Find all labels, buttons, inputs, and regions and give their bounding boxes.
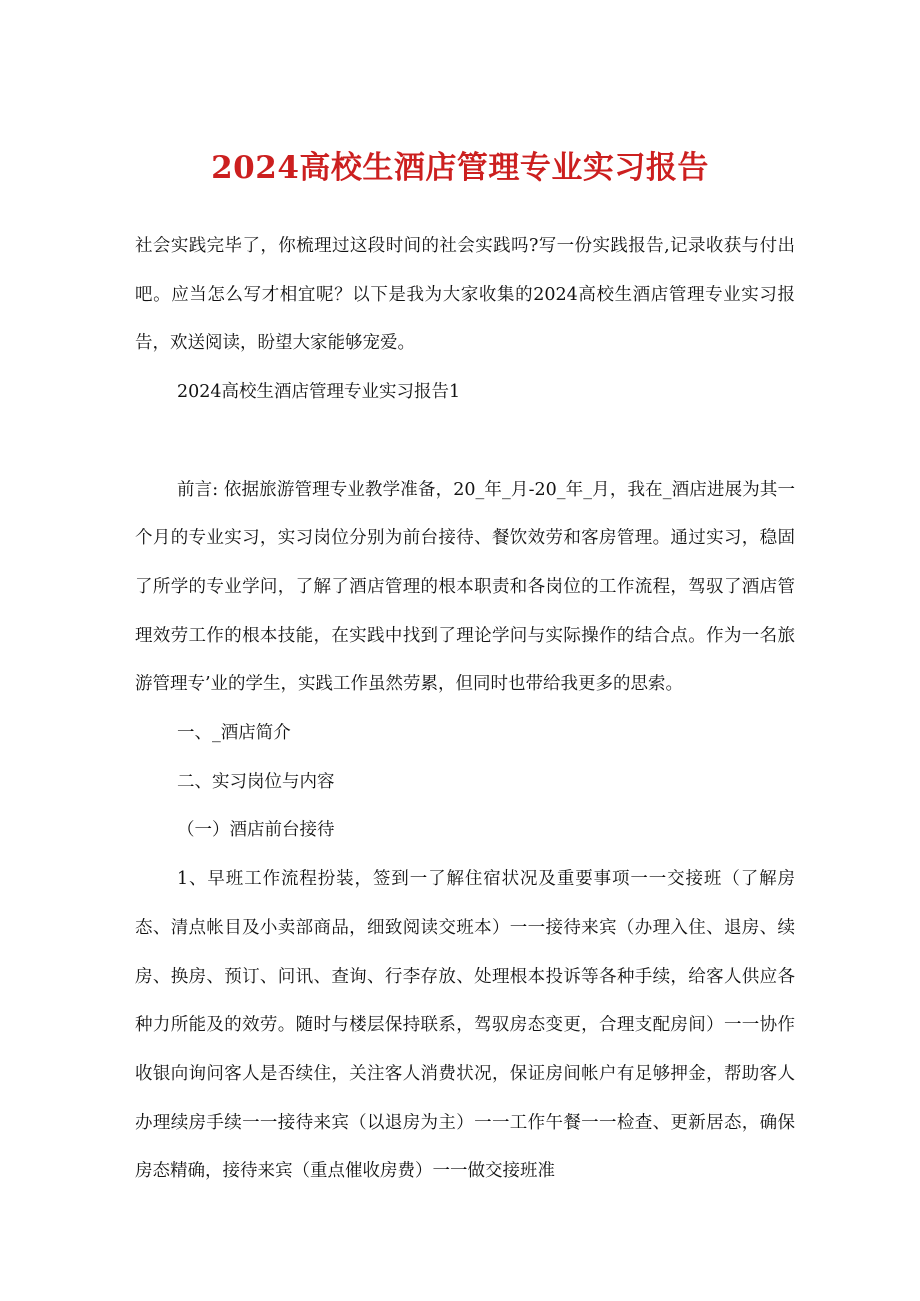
section-heading-positions: 二、实习岗位与内容	[177, 771, 335, 792]
subsection-heading-front-desk: （一）酒店前台接待	[177, 820, 335, 841]
morning-shift-paragraph: 1、早班工作流程扮装，签到一了解住宿状况及重要事项一一交接班（了解房态、清点帐目及小卖部商品，细致阅读交班本）一一接待来宾（办理入住、退房、续房、换房、预订、问讯、查询、行李存放、处理根本投诉等各种手续，给客人供应各种力所能及的效劳。随时与楼层保持联系，驾驭房态变更，合理支配房间）一一协作收银向询问客人是否续住，关注客人消费状况，保证房间帐户有足够押金，帮助客人办理续房手续一一接待来宾（以退房为主）一一工作午餐一一检查、更新居态，确保房态精确，接待来宾（重点催收房费）一一做交接班准	[135, 869, 795, 1182]
document-body	[135, 222, 795, 1196]
report-subtitle: 2024高校生酒店管理专业实习报告1	[177, 382, 461, 403]
spacer-line	[135, 417, 795, 466]
intro-paragraph: 社会实践完毕了，你梳理过这段时间的社会实践吗?写一份实践报告,记录收获与付出吧。应当怎么写才相宜呢？以下是我为大家收集的2024高校生酒店管理专业实习报告，欢送阅读，盼望大家能够宠爱。	[135, 236, 795, 354]
section-heading-hotel-intro: 一、_酒店简介	[177, 723, 291, 744]
preface-paragraph: 前言: 依据旅游管理专业教学准备，20_年_月-20_年_月，我在_酒店进展为其一个月的专业实习，实习岗位分别为前台接待、餐饮效劳和客房管理。通过实习，稳固了所学的专业学问，了解了酒店管理的根本职责和各岗位的工作流程，驾驭了酒店管理效劳工作的根本技能，在实践中找到了理论学问与实际操作的结合点。作为一名旅游管理专’业的学生，实践工作虽然劳累，但同时也带给我更多的思索。	[135, 479, 795, 695]
document-title: 2024高校生酒店管理专业实习报告	[211, 150, 709, 186]
